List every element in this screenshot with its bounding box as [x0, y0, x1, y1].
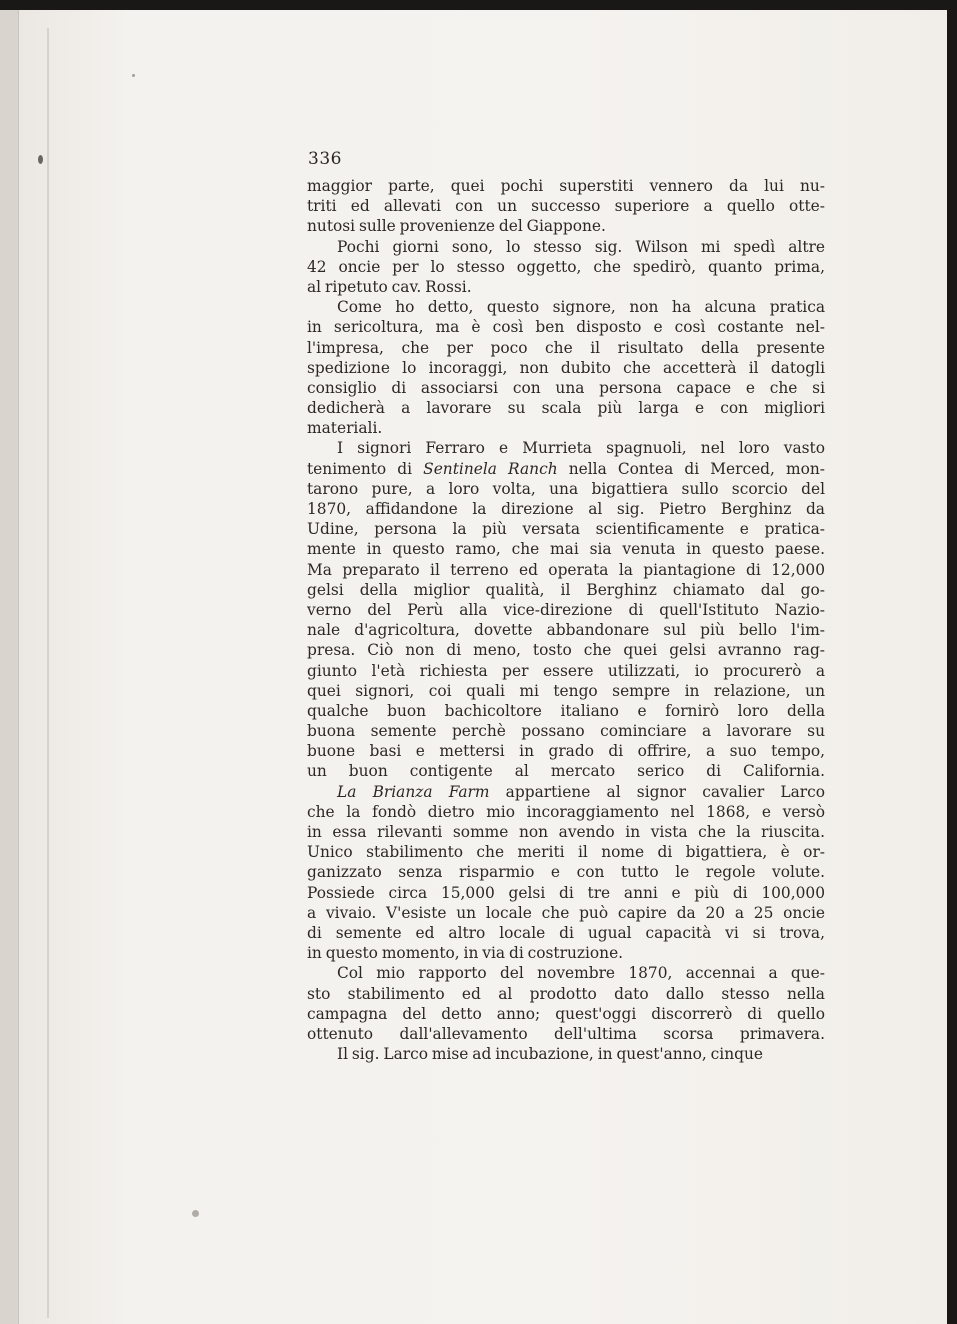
text-line: La Brianza Farm appartiene al signor cavalier Larco	[337, 782, 826, 801]
text-line: al ripetuto cav. Rossi.	[307, 277, 472, 296]
text-line: Come ho detto, questo signore, non ha alcuna pratica	[337, 298, 825, 317]
text-line: di semente ed altro locale di ugual capacità vi si trova,	[307, 923, 825, 942]
text-line: buone basi e mettersi in grado di offrire, a suo tempo,	[307, 742, 825, 761]
body-text	[307, 176, 825, 1064]
text-line: nutosi sulle provenienze del Giappone.	[307, 217, 606, 236]
scan-border-right	[947, 0, 957, 1324]
text-line: dedicherà a lavorare su scala più larga e con migliori	[307, 399, 825, 418]
text-line: qualche buon bachicoltore italiano e fornirò loro della	[307, 701, 825, 720]
scan-border-top	[0, 0, 957, 10]
text-line: Possiede circa 15,000 gelsi di tre anni e più di 100,000	[307, 883, 825, 902]
text-line: maggior parte, quei pochi superstiti vennero da lui nu-	[307, 177, 825, 195]
text-line: tarono pure, a loro volta, una bigattiera sullo scorcio del	[307, 479, 825, 498]
text-line: Ma preparato il terreno ed operata la piantagione di 12,000	[307, 560, 825, 579]
text-line: giunto l'età richiesta per essere utilizzati, io procurerò a	[307, 661, 825, 680]
text-line: triti ed allevati con un successo superiore a quello otte-	[307, 197, 825, 216]
text-line: Udine, persona la più versata scientificamente e pratica-	[307, 520, 825, 539]
page-number: 336	[308, 149, 342, 169]
text-line: 42 oncie per lo stesso oggetto, che spedirò, quanto prima,	[307, 257, 825, 276]
text-line: sto stabilimento ed al prodotto dato dallo stesso nella	[307, 984, 825, 1003]
paper-speck	[38, 155, 43, 164]
text-line: in essa rilevanti somme non avendo in vista che la riuscita.	[307, 823, 825, 841]
text-line: spedizione lo incoraggi, non dubito che accetterà il datogli	[307, 358, 825, 377]
text-line: verno del Perù alla vice-direzione di quell'Istituto Nazio-	[307, 600, 825, 619]
text-line: tenimento di Sentinela Ranch nella Contea di Merced, mon-	[307, 459, 825, 478]
text-line: un buon contigente al mercato serico di California.	[307, 762, 825, 781]
text-line: quei signori, coi quali mi tengo sempre in relazione, un	[307, 681, 825, 700]
text-line: Unico stabilimento che meriti il nome di bigattiera, è or-	[307, 843, 825, 862]
page-crease	[47, 28, 49, 1318]
text-line: 1870, affidandone la direzione al sig. Pietro Berghinz da	[307, 500, 825, 518]
text-line: ottenuto dall'allevamento dell'ultima scorsa primavera.	[307, 1024, 825, 1043]
paper-speck	[192, 1210, 199, 1217]
text-line: materiali.	[307, 419, 383, 438]
text-line: che la fondò dietro mio incoraggiamento nel 1868, e versò	[307, 802, 825, 821]
text-line: presa. Ciò non di meno, tosto che quei gelsi avranno rag-	[307, 641, 825, 660]
text-line: a vivaio. V'esiste un locale che può capire da 20 a 25 oncie	[307, 903, 825, 922]
text-line: nale d'agricoltura, dovette abbandonare sul più bello l'im-	[307, 621, 825, 640]
text-line: gelsi della miglior qualità, il Berghinz chiamato dal go-	[307, 580, 825, 599]
text-line: ganizzato senza risparmio e con tutto le regole volute.	[307, 863, 825, 882]
text-line: campagna del detto anno; quest'oggi discorrerò di quello	[307, 1004, 825, 1023]
text-line: Col mio rapporto del novembre 1870, accennai a que-	[337, 964, 825, 983]
text-line: Pochi giorni sono, lo stesso sig. Wilson mi spedì altre	[337, 237, 825, 256]
text-line: mente in questo ramo, che mai sia venuta in questo paese.	[307, 540, 825, 559]
text-line: buona semente perchè possano cominciare a lavorare su	[307, 722, 825, 741]
text-line: in questo momento, in via di costruzione.	[307, 944, 624, 963]
text-line: consiglio di associarsi con una persona capace e che si	[307, 378, 825, 397]
text-line: I signori Ferraro e Murrieta spagnuoli, nel loro vasto	[337, 439, 825, 458]
text-line: Il sig. Larco mise ad incubazione, in quest'anno, cinque	[337, 1045, 764, 1064]
text-line: in sericoltura, ma è così ben disposto e così costante nel-	[307, 318, 825, 337]
paper-speck	[132, 74, 135, 77]
text-line: l'impresa, che per poco che il risultato della presente	[307, 338, 825, 357]
